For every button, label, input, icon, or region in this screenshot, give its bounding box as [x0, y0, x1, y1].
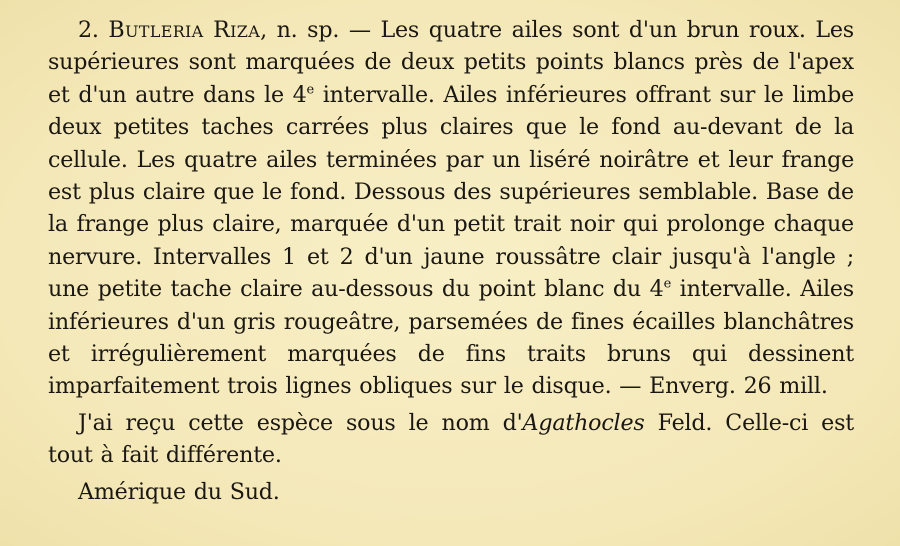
description-text-part-3: intervalle. Ailes inférieures d'un gris rougeâtre, parsemées de fines écailles blanchâtres et irrégulièrement marquées de fins traits bruns qui dessinent imparfaitement trois lignes obliques sur le disque. — Enverg. 26 mill. [48, 276, 854, 400]
species-description: 2. Butleria Riza, n. sp. — Les quatre ailes sont d'un brun roux. Les supérieures sont marquées de deux petits points blancs près de l'apex et d'un autre dans le 4e intervalle. Ailes inférieures offrant sur le limbe deux petites taches carrées plus claires que le fond au-devant de la cellule. Les quatre ailes terminées par un liséré noirâtre et leur frange est plus claire que le fond. Dessous des supérieures semblable. Base de la frange plus claire, marquée d'un petit trait noir qui prolonge chaque nervure. Intervalles 1 et 2 d'un jaune roussâtre clair jusqu'à l'angle ; une petite tache claire au-dessous du point blanc du 4e intervalle. Ailes inférieures d'un gris rougeâtre, parsemées de fines écailles blanchâtres et irrégulièrement marquées de fins traits bruns qui dessinent imparfaitement trois lignes obliques sur le disque. — Enverg. 26 mill. [48, 17, 855, 400]
em-dash: — [348, 17, 371, 43]
species-name: Riza [213, 17, 261, 43]
synonym-name: Agathocles [522, 409, 645, 436]
description-text-part-1: Les supérieures sont marquées de deux petits points blancs près de l'apex et d'un autre dans le 4 [48, 17, 854, 108]
ordinal-superscript: e [663, 276, 672, 292]
locality-paragraph [48, 476, 854, 508]
description-text-part-2: intervalle. Ailes inférieures offrant sur le limbe deux petites taches carrées plus claires que le fond au-devant de la cellule. Les quatre ailes terminées par un liséré noirâtre et leur frange est plus claire que le fond. Dessous des supérieures semblable. Base de la frange plus claire, marquée d'un petit trait noir qui prolonge chaque nervure. Intervalles 1 et 2 d'un jaune roussâtre clair jusqu'à l'angle ; une petite tache claire au-dessous du point blanc du 4 [48, 81, 855, 303]
description-first-line: Les quatre ailes sont d'un brun roux. [380, 17, 806, 43]
remark-paragraph [48, 407, 854, 472]
locality-text: Amérique du Sud. [78, 478, 280, 505]
species-number: 2. [78, 17, 99, 43]
remark-text-end: Feld. Celle-ci est tout à fait différente. [48, 409, 854, 469]
remark-text-start: J'ai reçu cette espèce sous le nom d' [78, 409, 523, 436]
genus-name: Butleria [108, 17, 204, 43]
ordinal-superscript: e [306, 82, 315, 98]
new-species-marker: n. sp. [276, 17, 340, 43]
